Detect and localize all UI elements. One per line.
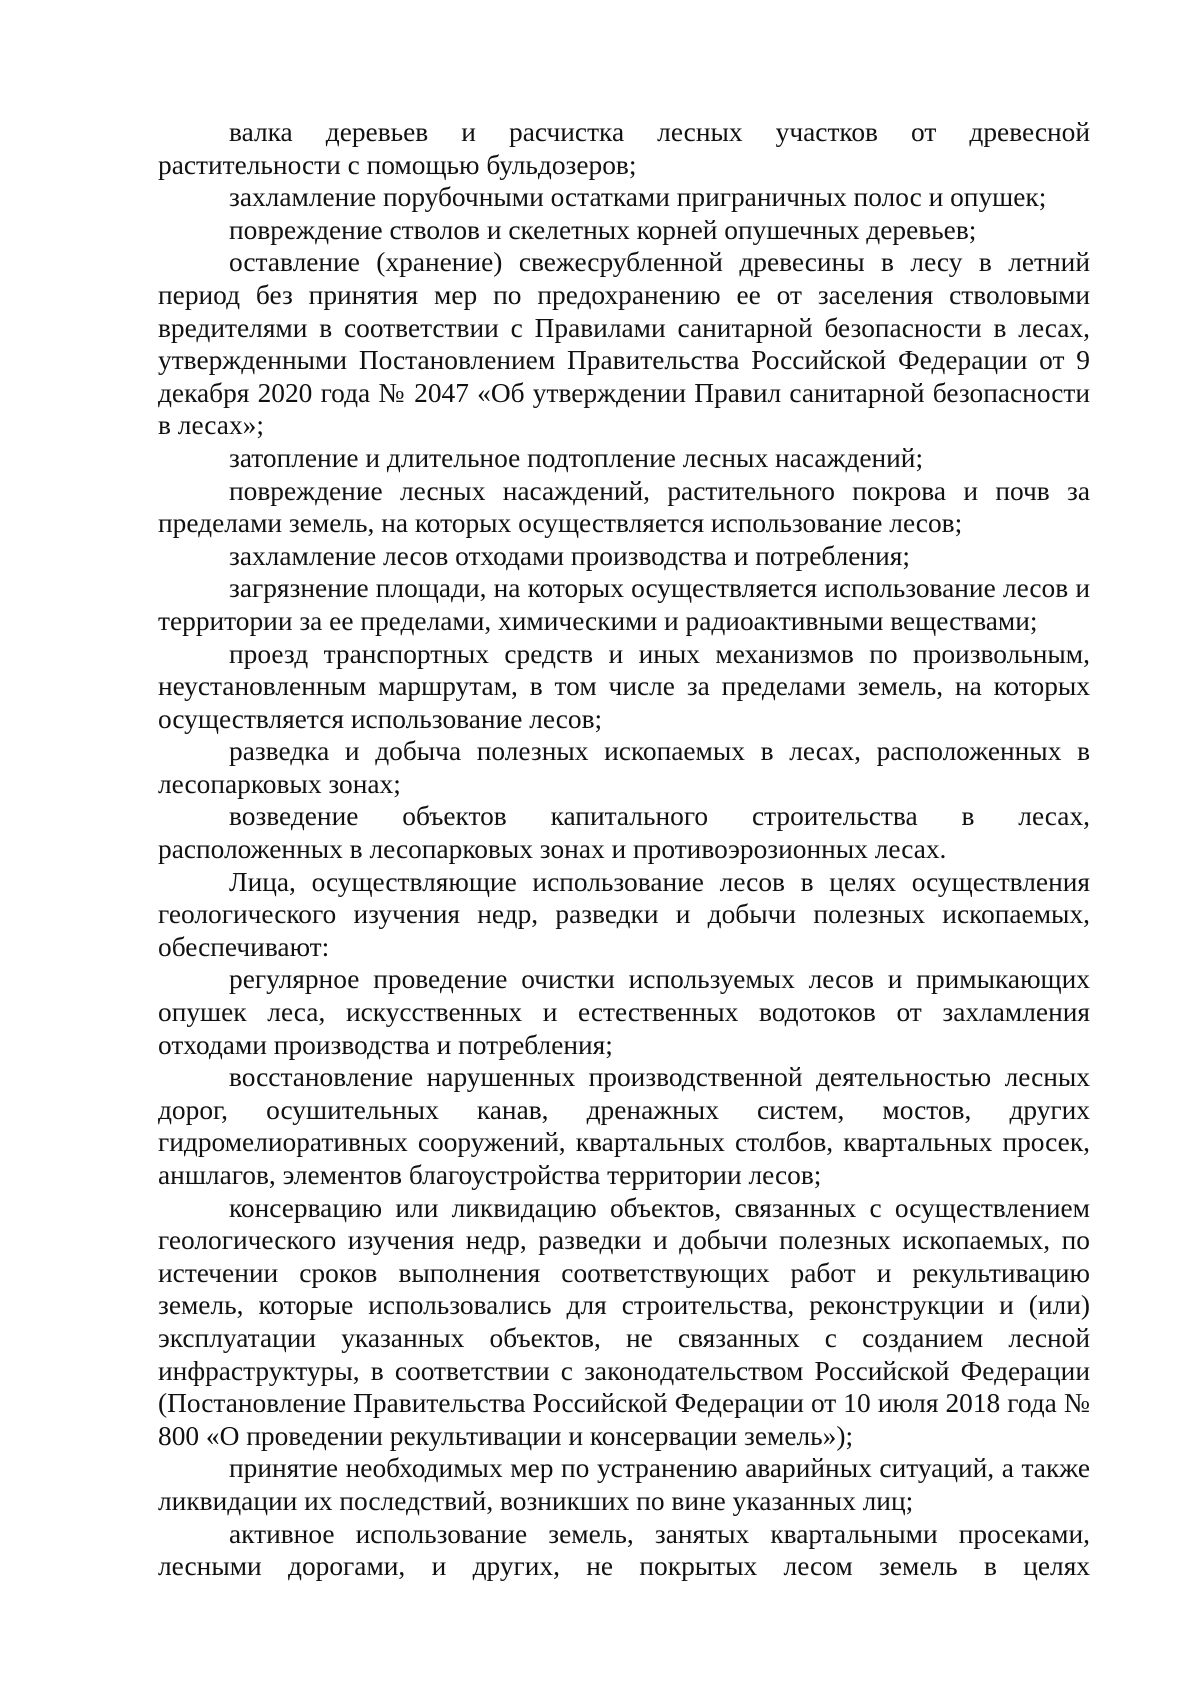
paragraph: валка деревьев и расчистка лесных участков от древесной растительности с помощью бульдозеров;: [158, 117, 1090, 180]
paragraph: повреждение стволов и скелетных корней опушечных деревьев;: [229, 214, 977, 245]
document-body: [158, 116, 1090, 1583]
paragraph: разведка и добыча полезных ископаемых в лесах, расположенных в лесопарковых зонах;: [158, 736, 1090, 799]
paragraph: загрязнение площади, на которых осуществляется использование лесов и территории за ее пределами, химическими и радиоактивными веществами;: [158, 573, 1090, 636]
paragraph: захламление лесов отходами производства и потребления;: [229, 540, 910, 571]
paragraph: затопление и длительное подтопление лесных насаждений;: [229, 442, 924, 473]
paragraph: консервацию или ликвидацию объектов, связанных с осуществлением геологического изучения недр, разведки и добычи полезных ископаемых, по истечении сроков выполнения соответствующих работ и рекультивацию земель, которые использовались для строительства, реконструкции и (или) эксплуатации указанных объектов, не связанных с созданием лесной инфраструктуры, в соответствии с законодательством Российской Федерации (Постановление Правительства Российской Федерации от 10 июля 2018 года № 800 «О проведении рекультивации и консервации земель»);: [158, 1192, 1090, 1451]
paragraph: регулярное проведение очистки используемых лесов и примыкающих опушек леса, искусственных и естественных водотоков от захламления отходами производства и потребления;: [158, 964, 1090, 1060]
paragraph: Лица, осуществляющие использование лесов в целях осуществления геологического изучения недр, разведки и добычи полезных ископаемых, обеспечивают:: [158, 866, 1090, 962]
paragraph: повреждение лесных насаждений, растительного покрова и почв за пределами земель, на которых осуществляется использование лесов;: [158, 475, 1090, 539]
paragraph: восстановление нарушенных производственной деятельностью лесных дорог, осушительных канав, дренажных систем, мостов, других гидромелиоративных сооружений, квартальных столбов, квартальных просек, аншлагов, элементов благоустройства территории лесов;: [158, 1062, 1090, 1190]
paragraph: возведение объектов капитального строительства в лесах, расположенных в лесопарковых зонах и противоэрозионных лесах.: [158, 801, 1090, 865]
paragraph: проезд транспортных средств и иных механизмов по произвольным, неустановленным маршрутам, в том числе за пределами земель, на которых осуществляется использование лесов;: [158, 638, 1090, 734]
paragraph: оставление (хранение) свежесрубленной древесины в лесу в летний период без принятия мер по предохранению ее от заселения стволовыми вредителями в соответствии с Правилами санитарной безопасности в лесах, утвержденными Постановлением Правительства Российской Федерации от 9 декабря 2020 года № 2047 «Об утверждении Правил санитарной безопасности в лесах»;: [158, 247, 1090, 441]
paragraph: принятие необходимых мер по устранению аварийных ситуаций, а также ликвидации их последствий, возникших по вине указанных лиц;: [158, 1453, 1090, 1516]
paragraph: захламление порубочными остатками приграничных полос и опушек;: [229, 182, 1047, 213]
paragraph: активное использование земель, занятых квартальными просеками, лесными дорогами, и других, не покрытых лесом земель в целях: [158, 1518, 1090, 1582]
